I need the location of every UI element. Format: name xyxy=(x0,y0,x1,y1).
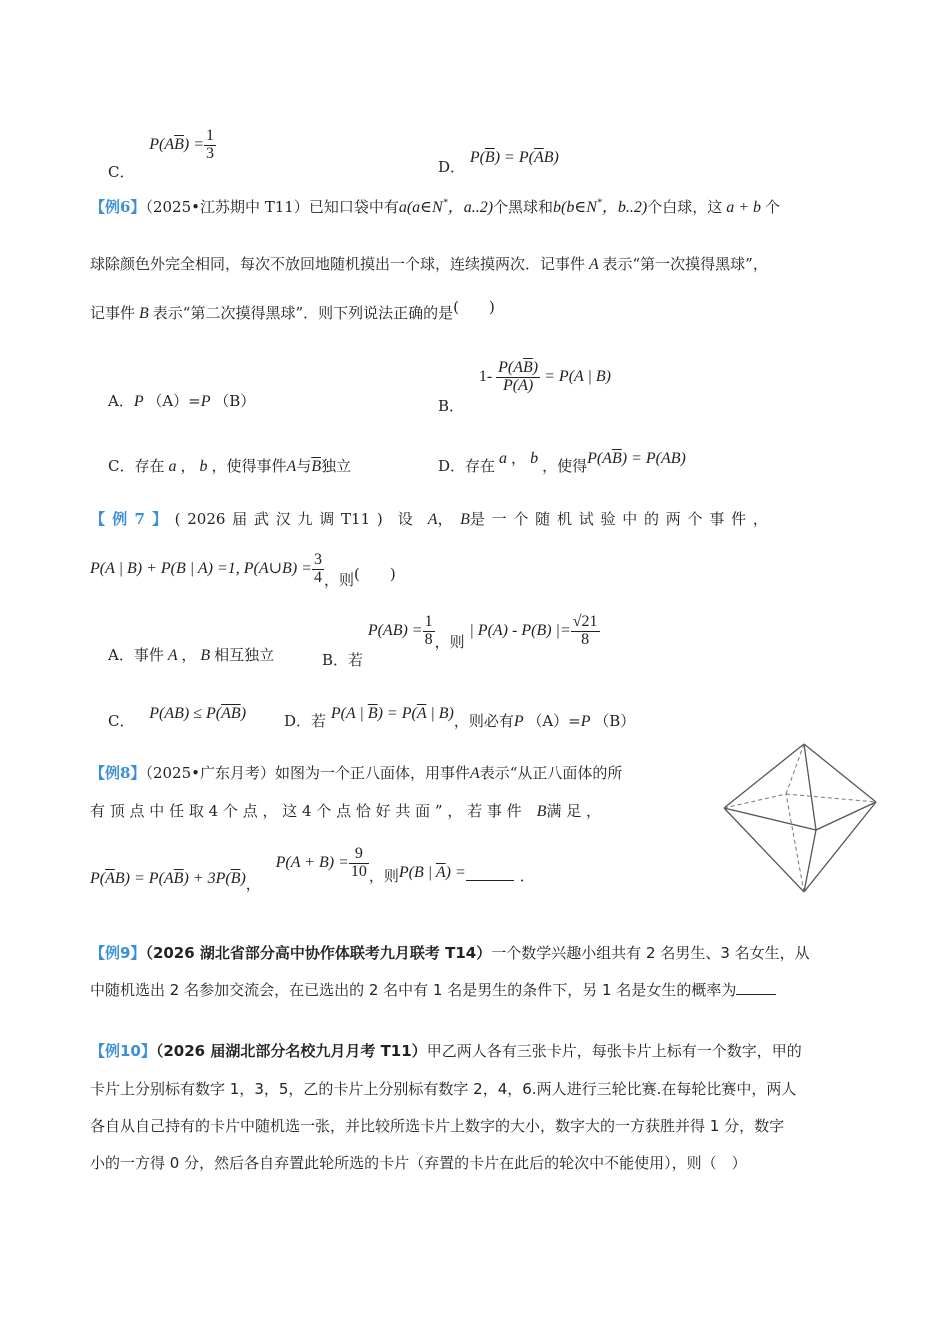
ex10-line1: 【例10】（2026 届湖北部分名校九月月考 T11）甲乙两人各有三张卡片，每张卡片上标有一个数字，甲的 xyxy=(90,1042,802,1060)
ex7-line1: 【 例 7 】 ( 2026 届 武 汉 九 调 T11 ) 设 A， B是 一 个 随 机 试 验 中 的 两 个 事 件 ， xyxy=(90,510,768,528)
ex6-condition-a: a(a∈N*，a..2) xyxy=(398,197,494,216)
ex7-tag: 【 例 7 】 xyxy=(90,510,160,528)
ex8-line2: 有 顶 点 中 任 取 4 个 点 ， 这 4 个 点 恰 好 共 面 ” ， 若 事 件 B满 足 ， xyxy=(90,802,601,820)
ex9-answer-blank[interactable] xyxy=(736,980,776,995)
ex10-line3: 各自从自己持有的卡片中随机选一张，并比较所选卡片上数字的大小，数字大的一方获胜并得 1 分，数字 xyxy=(90,1117,785,1135)
ex8-sum-formula: P(A + B) = $\frac{9}{10}$ xyxy=(275,845,367,880)
ex6-tag: 【例6】 xyxy=(90,198,146,216)
octahedron-edge xyxy=(804,802,876,892)
ex6-option-a: A．P （A）=P （B） xyxy=(108,392,256,410)
ex7-option-d-formula: P(A | $\overline{B}) = P(\overline{A}$ | B) xyxy=(330,705,454,722)
ex6-line2: 球除颜色外完全相同，每次不放回地随机摸出一个球，连续摸两次．记事件 A 表示“第一次摸得黑球”， xyxy=(90,255,768,273)
ex7-option-c-formula: $P(AB) \le P(\overline{A}\overline{B})$ xyxy=(149,705,247,722)
ex5-option-c: C． $P(A\overline{B})$ = $\frac{1}{3}$ xyxy=(108,127,215,181)
ex6-option-d: D．存在 a ， b ，使得$P(A\overline{B}) = P(AB)$ xyxy=(438,449,686,475)
ex6-option-b: B． 1- $\frac{P(A\overline{B})}{P(A)}$ = P(A | B) xyxy=(438,359,612,415)
octahedron-hidden-edge xyxy=(786,794,804,892)
ex10-line4: 小的一方得 0 分，然后各自弃置此轮所选的卡片（弃置的卡片在此后的轮次中不能使用），则（ ） xyxy=(90,1154,747,1172)
ex7-option-b-formula-2: | P(A) - P(B) |= $\frac{√21}{8}$ xyxy=(469,613,598,648)
octahedron-edge xyxy=(724,744,804,808)
ex6-answer-paren: ( ) xyxy=(453,298,495,316)
ex8-tag: 【例8】 xyxy=(90,764,146,782)
ex6-line1: 【例6】（2025•江苏期中 T11）已知口袋中有a(a∈N*，a..2)个黑球和b(b∈N*，b..2)个白球，这 a + b 个 xyxy=(90,197,781,216)
ex7-option-a: A．事件 A ， B 相互独立 xyxy=(108,646,275,664)
ex9-line1: 【例9】（2026 湖北省部分高中协作体联考九月联考 T14）一个数学兴趣小组共有 2 名男生、3 名女生，从 xyxy=(90,944,810,962)
octahedron-edge xyxy=(804,744,816,830)
ex6-line3: 记事件 B 表示“第二次摸得黑球”．则下列说法正确的是( ) xyxy=(90,298,495,322)
ex6-option-d-formula: $P(A\overline{B}) = P(AB)$ xyxy=(587,450,686,467)
octahedron-figure xyxy=(722,742,882,894)
ex8-condition-formula: $P(\overline{A}B) = P(A\overline{B}) + 3P(\overline{B})$ xyxy=(90,869,246,887)
ex7-option-b: B．若 P(AB) = $\frac{1}{8}$ ，则 | P(A) - P(B) |= $\frac{√21}{8}$ xyxy=(322,613,598,669)
ex8-question-formula: P(B | $\overline{A}$) = xyxy=(398,863,466,881)
octahedron-edge xyxy=(724,808,816,830)
octahedron-edge xyxy=(804,744,876,802)
ex7-option-c: C． $P(AB) \le P(\overline{A}\overline{B})$ xyxy=(108,705,247,730)
ex6-option-c: C．存在 a ， b ，使得事件A与$\overline{B}$独立 xyxy=(108,457,352,475)
octahedron-edge xyxy=(804,830,816,892)
ex8-line1: 【例8】（2025•广东月考）如图为一个正八面体，用事件A表示“从正八面体的所 xyxy=(90,764,623,782)
ex7-condition-formula: P(A | B) + P(B | A) =1, P(A∪B) = $\frac{3}{4}$ xyxy=(90,551,322,586)
octahedron-edge xyxy=(724,808,804,892)
ex10-tag: 【例10】 xyxy=(90,1042,156,1060)
octahedron-edge xyxy=(816,802,876,830)
ex7-condition: P(A | B) + P(B | A) =1, P(A∪B) = $\frac{3}{4}$ ，则( ) xyxy=(90,551,396,589)
ex9-tag: 【例9】 xyxy=(90,944,146,962)
ex8-line3: $P(\overline{A}B) = P(A\overline{B}) + 3P(\overline{B})$， P(A + B) = $\frac{9}{10}$ ，则P(B | $\overline{A}$) = ． xyxy=(90,845,535,893)
ex5-option-d: D． $P(\overline{B}) = P(\overline{A}B)$ xyxy=(438,149,559,176)
ex9-line2: 中随机选出 2 名参加交流会，在已选出的 2 名中有 1 名是男生的条件下，另 1 名是女生的概率为 xyxy=(90,979,776,1000)
ex5-option-d-formula: $P(\overline{B}) = P(\overline{A}B)$ xyxy=(469,149,559,166)
ex7-option-b-formula-1: P(AB) = $\frac{1}{8}$ xyxy=(367,613,433,648)
ex6-option-b-formula: 1- $\frac{P(A\overline{B})}{P(A)}$ = P(A | B) xyxy=(478,359,612,394)
ex10-line2: 卡片上分别标有数字 1，3，5，乙的卡片上分别标有数字 2，4，6.两人进行三轮比赛.在每轮比赛中，两人 xyxy=(90,1080,797,1098)
ex6-condition-b: b(b∈N*，b..2) xyxy=(553,197,648,216)
ex8-answer-blank[interactable] xyxy=(466,866,514,881)
ex7-option-d: D．若 P(A | $\overline{B}) = P(\overline{A}$ | B)，则必有P （A）=P （B） xyxy=(284,705,636,730)
ex5-option-c-formula: $P(A\overline{B})$ = $\frac{1}{3}$ xyxy=(149,127,215,162)
octahedron-hidden-edge xyxy=(786,794,876,802)
